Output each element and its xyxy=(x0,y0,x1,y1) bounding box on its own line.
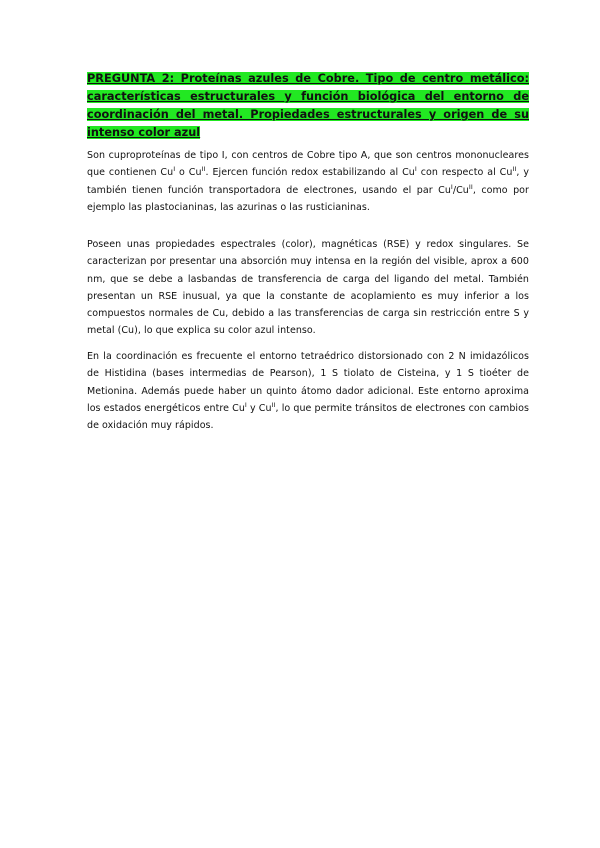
p3-sup-2: II xyxy=(271,400,276,409)
p3-text-c: , lo que permite tránsitos de electrones con cambios de oxidación muy rápidos. xyxy=(87,402,529,432)
p1-text-b: o Cu xyxy=(175,167,202,179)
p1-text-g: , como por ejemplo las plastocianinas, las azurinas o las rusticianinas. xyxy=(87,184,529,213)
question-heading xyxy=(87,70,529,142)
p1-text-e: , y también tienen función transportadora de electrones, usando el par Cu xyxy=(87,167,530,196)
p3-text-a: En la coordinación es frecuente el entorno tetraédrico distorsionado con 2 N imidazólicos de Histidina (bases intermedias de Pearson), 1 S tiolato de Cisteina, y 1 S tioéter de Metionina. Además puede haber un quinto átomo dador adicional. Este entorno aproxima los estados energéticos entre Cu xyxy=(87,351,529,414)
heading-highlight: PREGUNTA 2: Proteínas azules de Cobre. Tipo de centro metálico: características estructurales y función biológica del entorno de coordinación del metal. Propiedades estructurales y origen de su intenso color azul xyxy=(87,72,529,139)
p1-sup-2: II xyxy=(201,165,206,174)
paragraph-3 xyxy=(87,348,529,434)
p1-text-a: Son cuproproteínas de tipo I, con centros de Cobre tipo A, que son centros mononucleares que contienen Cu xyxy=(87,150,529,179)
p1-text-f: /Cu xyxy=(452,184,469,196)
paragraph-1 xyxy=(87,147,529,216)
p1-sup-5: I xyxy=(450,182,453,191)
p1-sup-6: II xyxy=(468,182,473,191)
p1-sup-4: II xyxy=(512,165,517,174)
p1-sup-3: I xyxy=(414,165,417,174)
p1-sup-1: I xyxy=(173,165,176,174)
p1-text-d: con respecto al Cu xyxy=(416,167,513,179)
paragraph-2: Poseen unas propiedades espectrales (color), magnéticas (RSE) y redox singulares. Se caracterizan por presentar una absorción muy intensa en la región del visible, aprox a 600 nm, que se debe a lasbandas de transferencia de carga del ligando del metal. También presentan un RSE inusual, ya que la constante de acoplamiento es muy inferior a los compuestos normales de Cu, debido a las transferencias de carga sin restricción entre S y metal (Cu), lo que explica su color azul intenso. xyxy=(87,239,529,337)
p3-sup-1: I xyxy=(244,400,247,409)
p3-text-b: y Cu xyxy=(246,402,272,414)
p1-text-c: . Ejercen función redox estabilizando al Cu xyxy=(205,167,415,179)
